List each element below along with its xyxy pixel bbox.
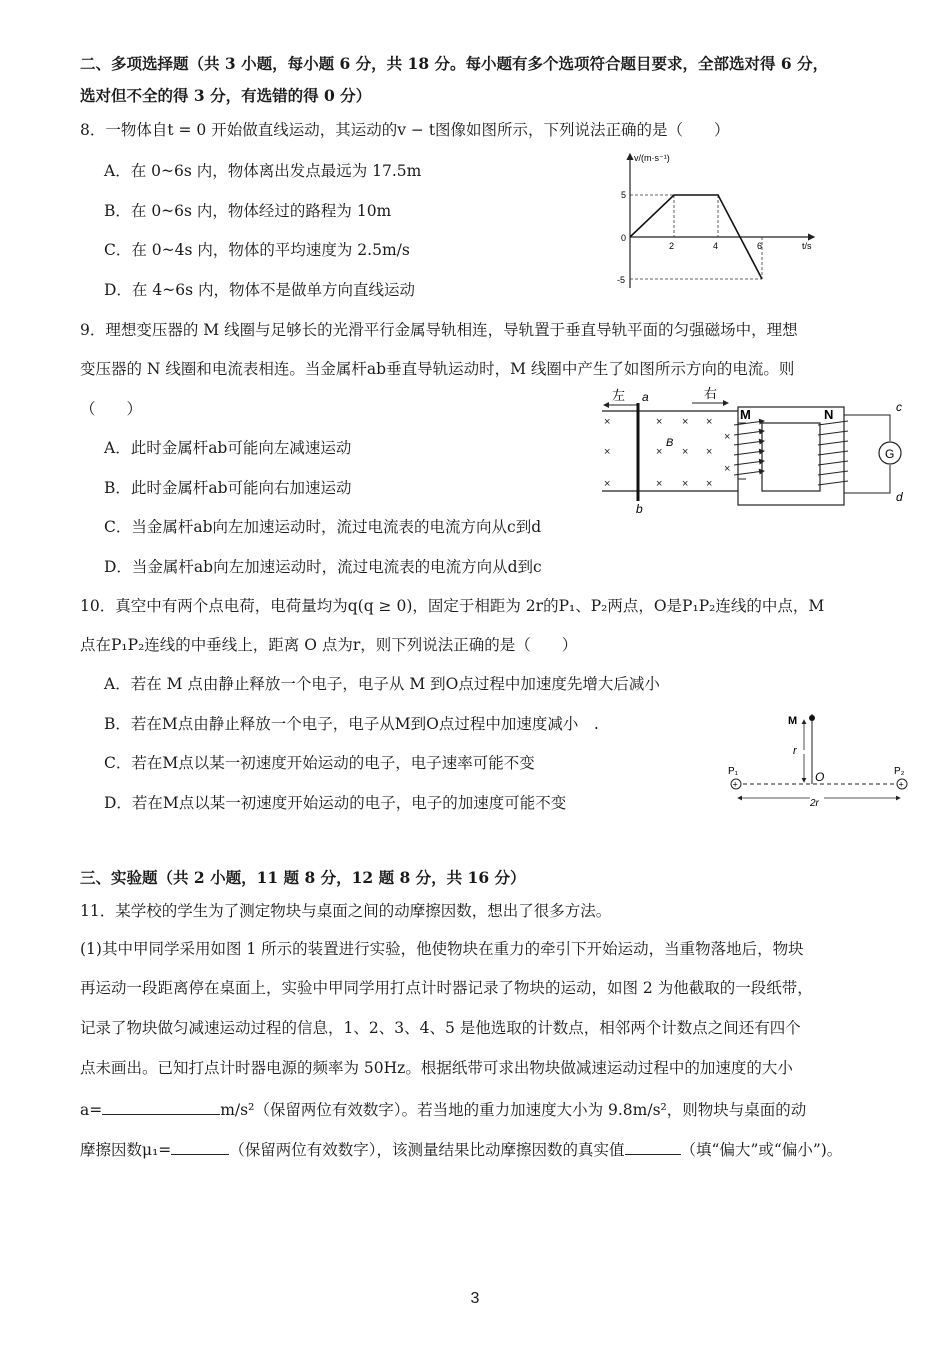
q11-para-line3: 记录了物块做匀减速运动过程的信息，1、2、3、4、5 是他选取的计数点，相邻两个计数点之间还有四个 <box>80 1019 801 1037</box>
q10-option-c: C．若在M点以某一初速度开始运动的电子，电子速率可能不变 <box>104 754 535 772</box>
q9-stem-line1: 9．理想变压器的 M 线圈与足够长的光滑平行金属导轨相连，导轨置于垂直导轨平面的匀强磁场中，理想 <box>80 321 798 339</box>
q10-label-o: O <box>815 770 825 784</box>
q9-stem-line3: （ ） <box>80 400 143 418</box>
q11-para-line2: 再运动一段距离停在桌面上，实验中甲同学用打点计时器记录了物块的运动，如图 2 为他截取的一段纸带， <box>80 979 813 997</box>
q10-label-p2: P₂ <box>894 766 905 777</box>
section2-heading: 二、多项选择题（共 3 小题，每小题 6 分，共 18 分。每小题有多个选项符合题目要求，全部选对得 6 分， <box>80 54 829 73</box>
q8-xlabel: t/s <box>802 241 812 251</box>
q9-cross: × <box>706 478 713 490</box>
q9-cross: × <box>706 446 713 458</box>
q10-option-d: D．若在M点以某一初速度开始运动的电子，电子的加速度可能不变 <box>104 794 567 812</box>
q9-field-crosses <box>604 416 730 490</box>
q11-compare-suffix: （填“偏大”或“偏小”)。 <box>680 1141 843 1159</box>
q9-transformer-figure <box>598 383 918 518</box>
q8-stem: 8．一物体自t = 0 开始做直线运动，其运动的v − t图像如图所示，下列说法正确的是（ ） <box>80 121 730 139</box>
section2-heading-cont: 选对但不全的得 3 分，有选错的得 0 分） <box>80 86 372 105</box>
q11-mu-suffix: （保留两位有效数字），该测量结果比动摩擦因数的真实值 <box>229 1141 625 1159</box>
q10-label-p1: P₁ <box>728 766 739 777</box>
q9-stem-line2: 变压器的 N 线圈和电流表相连。当金属杆ab垂直导轨运动时，M 线圈中产生了如图所示方向的电流。则 <box>80 360 795 378</box>
q10-option-b: B．若在M点由静止释放一个电子，电子从M到O点过程中加速度减小 . <box>104 715 599 733</box>
q8-origin: 0 <box>621 233 627 243</box>
q9-cross: × <box>724 431 731 443</box>
q10-option-a: A．若在 M 点由静止释放一个电子，电子从 M 到O点过程中加速度先增大后减小 <box>104 675 660 693</box>
q9-cross: × <box>682 478 689 490</box>
q10-stem-line1: 10．真空中有两个点电荷，电荷量均为q(q ≥ 0)，固定于相距为 2r的P₁、P₂两点，O是P₁P₂连线的中点，M <box>80 597 825 615</box>
q9-coil-n-label: N <box>824 407 834 422</box>
q9-cross: × <box>604 416 611 428</box>
q10-plus-sign: + <box>898 779 904 790</box>
q10-point-m <box>809 715 815 721</box>
q11-mu-prefix: 摩擦因数μ₁= <box>80 1141 172 1159</box>
q9-cross: × <box>656 416 663 428</box>
q11-stem: 11．某学校的学生为了测定物块与桌面之间的动摩擦因数，想出了很多方法。 <box>80 902 612 920</box>
q11-para-line4: 点未画出。已知打点计时器电源的频率为 50Hz。根据纸带可求出物块做减速运动过程中的加速度的大小 <box>80 1059 793 1077</box>
q9-cross: × <box>656 478 663 490</box>
q9-wire-d <box>844 465 890 493</box>
section3-heading: 三、实验题（共 2 小题，11 题 8 分，12 题 8 分，共 16 分） <box>80 868 526 887</box>
q9-wire-bottom <box>738 479 746 491</box>
q11-para-line5 <box>80 1098 806 1120</box>
q9-cross: × <box>656 446 663 458</box>
q9-rod-a: a <box>642 390 649 404</box>
q11-para-line1: (1)其中甲同学采用如图 1 所示的装置进行实验，他使物块在重力的牵引下开始运动，当重物落地后，物块 <box>80 940 804 958</box>
q8-option-c: C．在 0~4s 内，物体的平均速度为 2.5m/s <box>104 241 410 259</box>
q10-label-m: M <box>788 715 798 727</box>
q9-option-c: C．当金属杆ab向左加速运动时，流过电流表的电流方向从c到d <box>104 518 542 536</box>
q8-option-d: D．在 4~6s 内，物体不是做单方向直线运动 <box>104 281 415 299</box>
q9-option-d: D．当金属杆ab向左加速运动时，流过电流表的电流方向从d到c <box>104 558 542 576</box>
q9-cross: × <box>706 416 713 428</box>
q9-terminal-c: c <box>896 400 902 414</box>
q9-coil-m-label: M <box>740 407 751 422</box>
q11-compare-blank[interactable] <box>625 1138 681 1155</box>
q11-accel-prefix: a= <box>80 1101 103 1119</box>
q10-label-r: r <box>793 745 797 757</box>
q10-plus-sign: + <box>732 779 738 790</box>
q8-option-b: B．在 0~6s 内，物体经过的路程为 10m <box>104 202 392 220</box>
q10-stem-line2: 点在P₁P₂连线的中垂线上，距离 O 点为r，则下列说法正确的是（ ） <box>80 636 578 654</box>
q9-cross: × <box>604 478 611 490</box>
q11-accel-blank[interactable] <box>102 1098 220 1115</box>
q8-ylabel: v/(m·s⁻¹) <box>634 153 670 163</box>
q10-charges-figure <box>724 706 920 810</box>
q9-field-label: B <box>666 437 674 449</box>
q8-xtick-2: 2 <box>669 241 675 251</box>
q11-accel-suffix: m/s²（保留两位有效数字）。若当地的重力加速度大小为 9.8m/s²，则物块与桌面的动 <box>220 1101 807 1119</box>
q9-core-inner <box>762 423 820 491</box>
q9-right-label: 右 <box>704 386 718 401</box>
q9-left-label: 左 <box>612 388 626 403</box>
q8-option-a: A．在 0~6s 内，物体离出发点最远为 17.5m <box>104 162 422 180</box>
q8-vt-graph <box>612 148 822 296</box>
q10-label-2r: 2r <box>810 798 819 809</box>
q11-para-line6 <box>80 1138 842 1160</box>
q9-option-b: B．此时金属杆ab可能向右加速运动 <box>104 479 352 497</box>
q8-xtick-4: 4 <box>713 241 719 251</box>
q9-cross: × <box>682 446 689 458</box>
page-number: 3 <box>470 1290 480 1307</box>
q8-xtick-6: 6 <box>757 241 763 251</box>
q9-cross: × <box>604 446 611 458</box>
q9-option-a: A．此时金属杆ab可能向左减速运动 <box>104 439 352 457</box>
q8-ytick-5: 5 <box>621 190 627 200</box>
q8-ytick-neg5: -5 <box>617 275 626 285</box>
q9-rod-b: b <box>636 502 643 516</box>
q9-terminal-d: d <box>896 490 903 504</box>
q11-mu-blank[interactable] <box>171 1138 229 1155</box>
q9-cross: × <box>682 416 689 428</box>
q9-wire-c <box>844 415 890 441</box>
q9-cross: × <box>724 463 731 475</box>
q9-galvanometer-label: G <box>885 447 895 461</box>
